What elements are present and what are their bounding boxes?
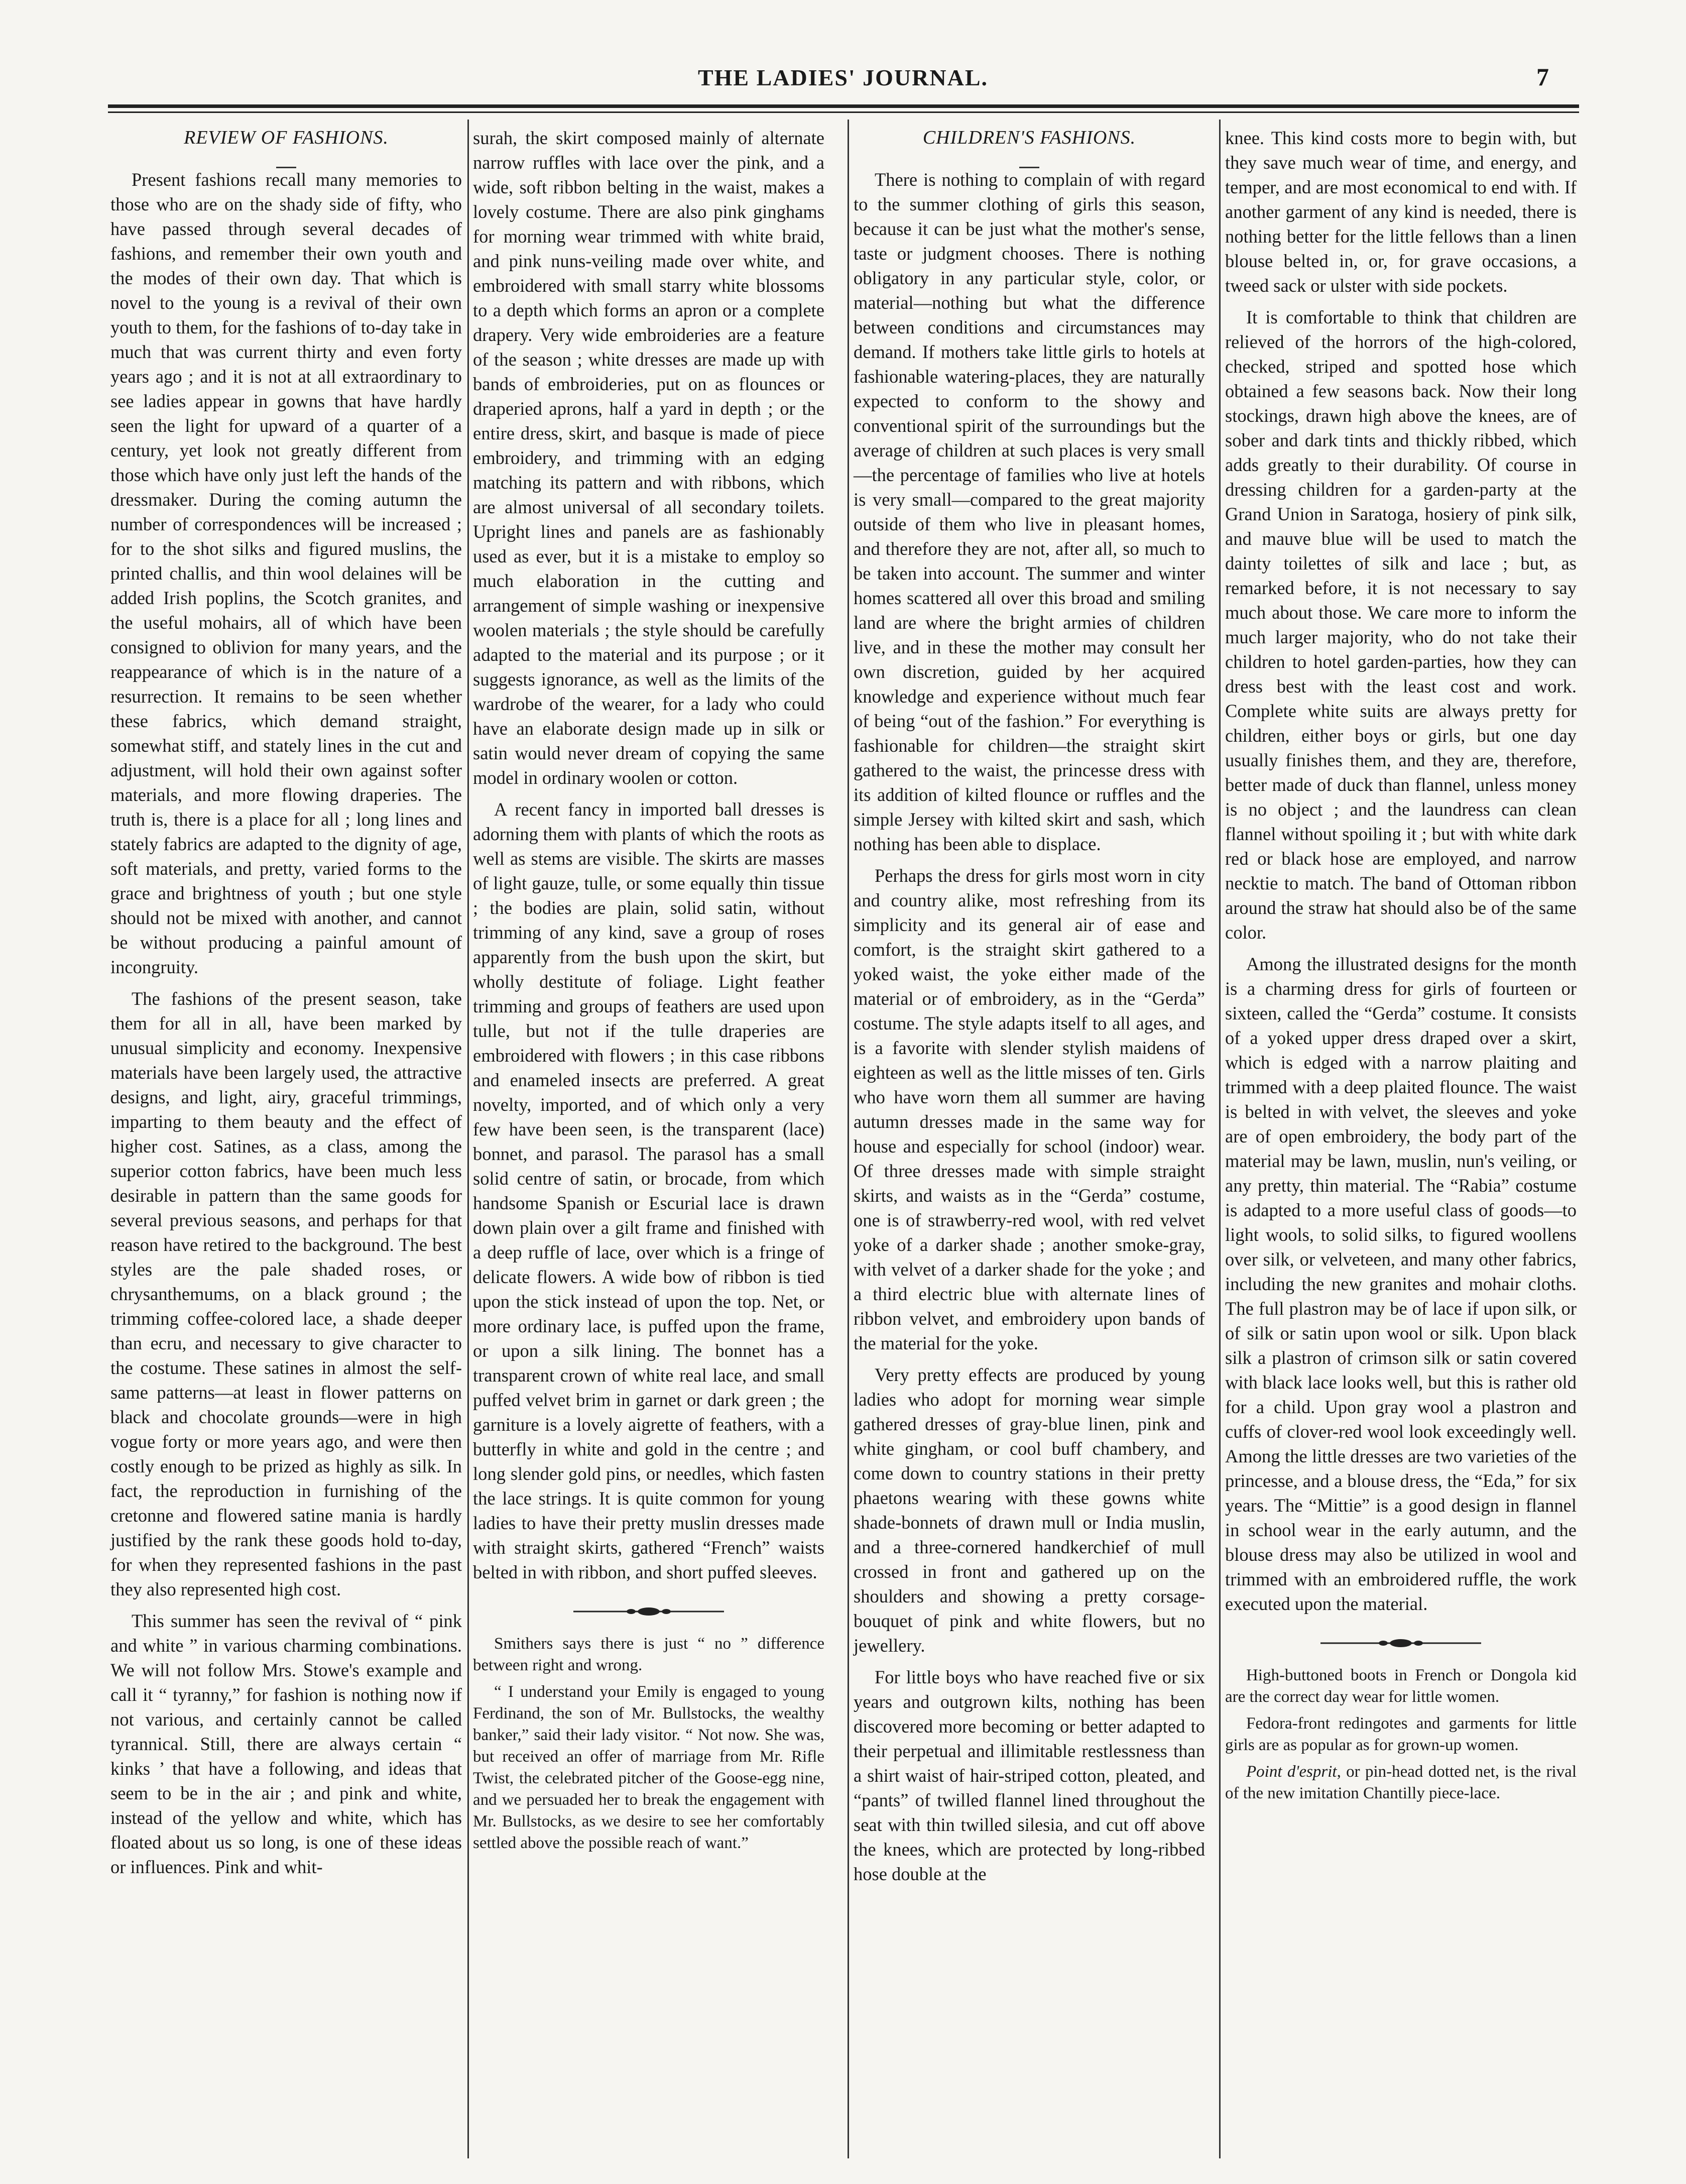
review-paragraph: surah, the skirt composed mainly of alternate narrow ruffles with lace over the pink, and a wide, soft ribbon belting in the waist, makes a lovely costume. There are also pink ginghams for morning wear trimmed with white braid, and pink nuns-veiling made over white, and embroidered with small starry white blossoms to a depth which forms an apron or a complete drapery. Very wide embroideries are a feature of the season ; white dresses are made up with bands of embroideries, put on as flounces or draperied aprons, half a yard in depth ; or the entire dress, skirt, and basque is made of piece embroidery, and trimming with an edging matching its pattern and with ribbons, which are almost universal of all secondary toilets. Upright lines and panels are as fashionably used as ever, but it is a mistake to employ so much elaboration in the cutting and arrangement of simple washing or inexpensive woolen materials ; the style should be carefully adapted to the material and its purpose ; or it suggests ignorance, as well as the limits of the wardrobe of the wearer, for a lady who could have an elaborate design made up in silk or satin would never dream of copying the same model in ordinary woolen or cotton. <box>473 128 824 788</box>
journal-title: THE LADIES' JOURNAL. <box>697 65 989 90</box>
column-divider <box>848 120 849 2158</box>
column-2 <box>473 126 824 1854</box>
anecdote-paragraph: Smithers says there is just “ no ” difference between right and wrong. <box>473 1635 824 1674</box>
ornament-divider <box>473 1597 824 1622</box>
review-paragraph: This summer has seen the revival of “ pink and white ” in various charming combinations. We will not follow Mrs. Stowe's example and call it “ tyranny,” for fashion is nothing now if not various, and certainly cannot be called tyrannical. Still, there are always certain “ kinks ’ that have a following, and ideas that seem to be in the air ; and pink and white, instead of the yellow and white, which has floated about us so long, is one of these ideas or influences. Pink and whit- <box>110 1611 462 1877</box>
children-paragraph: Perhaps the dress for girls most worn in city and country alike, most refreshing from its simplicity and its general air of ease and comfort, is the straight skirt gathered to a yoked waist, the yoke either made of the material or of embroidery, as in the “Gerda” costume. The style adapts itself to all ages, and is a favorite with slender stylish maidens of eighteen as well as the little misses of ten. Girls who have worn them all summer are having autumn dresses made in the same way for house and especially for school (indoor) wear. Of three dresses made with simple straight skirts, and waists as in the “Gerda” costume, one is of strawberry-red wool, with red velvet yoke of a darker shade ; another smoke-gray, with velvet of a darker shade for the yoke ; and a third electric blue with alternate lines of ribbon velvet, and embroidery upon bands of the material for the yoke. <box>854 865 1205 1353</box>
note-text: , or pin-head dotted net, is the rival of the new imitation Chantilly piece-lace. <box>1225 1763 1577 1802</box>
page-header <box>0 60 1686 110</box>
column-1 <box>110 126 462 1879</box>
note-emphasis: Point d'esprit <box>1246 1763 1337 1781</box>
header-rule-thin <box>108 111 1579 113</box>
header-rule-thick <box>108 104 1579 108</box>
ornament-divider <box>1225 1629 1577 1654</box>
column-divider <box>1219 120 1221 2158</box>
review-paragraph: A recent fancy in imported ball dresses is adorning them with plants of which the roots as well as stems are visible. The skirts are masses of light gauze, tulle, or some equally thin tissue ; the bodies are plain, solid satin, without trimming of any kind, save a group of roses apparently from the bush upon the skirt, but wholly destitute of foliage. Light feather trimming and groups of feathers are used upon tulle, but not if the tulle draperies are embroidered with flowers ; in this case ribbons and enameled insects are preferred. A great novelty, imported, and of which only a very few have been seen, is the transparent (lace) bonnet, and parasol. The parasol has a small solid centre of satin, or brocade, from which handsome Spanish or Escurial lace is drawn down plain over a gilt frame and finished with a deep ruffle of lace, over which is a fringe of delicate flowers. A wide bow of ribbon is tied upon the stick instead of upon the top. Net, or more ordinary lace, is puffed upon the frame, or upon a silk lining. The bonnet has a transparent crown of white real lace, and small puffed velvet brim in garnet or dark green ; the garniture is a lovely aigrette of feathers, with a butterfly in white and gold in the centre ; and long slender gold pins, or needles, which fasten the lace strings. It is quite common for young ladies to have their pretty muslin dresses made with straight skirts, gathered “French” waists belted in with ribbon, and short puffed sleeves. <box>473 799 824 1582</box>
children-paragraph: It is comfortable to think that children are relieved of the horrors of the high-colored, checked, striped and spotted hose which obtained a few seasons back. Now their long stockings, drawn high above the knees, are of sober and dark tints and thickly ribbed, which adds greatly to their durability. Of course in dressing children for a garden-party at the Grand Union in Saratoga, hosiery of pink silk, and mauve blue will be used to match the dainty toilettes of silk and lace ; but, as remarked before, it is not necessary to say much about those. We care more to inform the much larger majority, who do not take their children to hotel garden-parties, how they can dress best with the least cost and work. Complete white suits are always pretty for children, either boys or girls, but one day usually finishes them, and they are, therefore, better made of duck than flannel, unless money is no object ; and the laundress can clean flannel without spoiling it ; but with white dark red or black hose are employed, and narrow necktie to match. The band of Ottoman ribbon around the straw hat should also be of the same color. <box>1225 307 1577 943</box>
note-paragraph <box>1225 1761 1577 1804</box>
children-paragraph: There is nothing to complain of with regard to the summer clothing of girls this season, because it can be just what the mother's sense, taste or judgment chooses. There is nothing obligatory in any particular style, color, or material—nothing but what the difference between conditions and circumstances may demand. If mothers take little girls to hotels at fashionable watering-places, they are naturally expected to conform to the showy and conventional spirit of the surroundings but the average of children at such places is very small—the percentage of families who live at hotels is very small—compared to the great majority outside of them who live in pleasant homes, and therefore they are not, after all, so much to be taken into account. The summer and winter homes scattered all over this broad and smiling land are where the bright armies of children live, and in these the mother may consult her own discretion, guided by her acquired knowledge and experience without much fear of being “out of the fashion.” For everything is fashionable for children—the straight skirt gathered to the waist, the princesse dress with its addition of kilted flounce or ruffles and the simple Jersey with kilted skirt and sash, which nothing has been able to displace. <box>854 169 1205 854</box>
heading-dash <box>110 153 462 159</box>
children-paragraph: knee. This kind costs more to begin with, but they save much wear of time, and energy, and temper, and are most economical to end with. If another garment of any kind is needed, there is nothing better for the little fellows than a linen blouse belted in, or, for grave occasions, a tweed sack or ulster with side pockets. <box>1225 128 1577 296</box>
anecdote-paragraph: “ I understand your Emily is engaged to young Ferdinand, the son of Mr. Bullstocks, the wealthy banker,” said their lady visitor. “ Not now. She was, but received an offer of marriage from Mr. Rifle Twist, the celebrated pitcher of the Goose-egg nine, and we persuaded her to break the engagement with Mr. Bullstocks, as we desire to see her comfortably settled above the possible reach of want.” <box>473 1683 824 1852</box>
column-divider <box>467 120 469 2158</box>
review-paragraph: The fashions of the present season, take them for all in all, have been marked by unusual simplicity and economy. Inexpensive materials have been largely used, the attractive designs, and light, airy, graceful trimmings, imparting to them beauty and the effect of higher cost. Satines, as a class, among the superior cotton fabrics, have been much less desirable in pattern than the same goods for several previous seasons, and perhaps for that reason have retired to the background. The best styles are the pale shaded roses, or chrysanthemums, on a black ground ; the trimming coffee-colored lace, a shade deeper than ecru, and necessary to give character to the costume. These satines in almost the self-same patterns—at least in flower patterns on black and chocolate grounds—were in high vogue forty or more years ago, and were then costly enough to be prized as highly as silk. In fact, the reproduction in furnishing of the cretonne and flowered satine mania is hardly justified by the rank these goods hold to-day, for when they represented fashions in the past they also represented high cost. <box>110 988 462 1599</box>
page-number: 7 <box>1536 63 1549 91</box>
note-paragraph: High-buttoned boots in French or Dongola kid are the correct day wear for little women. <box>1225 1666 1577 1706</box>
children-heading: CHILDREN'S FASHIONS. <box>922 127 1136 148</box>
review-paragraph: Present fashions recall many memories to those who are on the shady side of fifty, who have passed through several decades of fashions, and remember their own youth and the modes of their own day. That which is novel to the young is a revival of their own youth to them, for the fashions of to-day take in much that was current thirty and even forty years ago ; and it is not at all extraordinary to see ladies appear in gowns that have hardly seen the light for upward of a quarter of a century, yet look not greatly different from those which have only just left the hands of the dressmaker. During the coming autumn the number of correspondences will be increased ; for to the shot silks and figured muslins, the printed challis, and thin wool delaines will be added Irish poplins, the Scotch granites, and the useful mohairs, all of which have been consigned to oblivion for many years, and the reappearance of which is in the nature of a resurrection. It remains to be seen whether these fabrics, which demand straight, somewhat stiff, and stately lines in the cut and adjustment, will hold their own against softer materials, and more flowing draperies. The truth is, there is a place for all ; long lines and stately fabrics are adapted to the dignity of age, soft materials, and pretty, varied forms to the grace and brightness of youth ; but one style should not be mixed with another, and cannot be without producing a painful amount of incongruity. <box>110 169 462 977</box>
children-paragraph: Among the illustrated designs for the month is a charming dress for girls of fourteen or sixteen, called the “Gerda” costume. It consists of a yoked upper dress draped over a skirt, which is edged with a narrow plaiting and trimmed with a deep plaited flounce. The waist is belted in with velvet, the sleeves and yoke are of open embroidery, the body part of the material may be lawn, muslin, nun's veiling, or any pretty, thin material. The “Rabia” costume is adapted to a more useful class of goods—to light wools, to solid silks, to figured woollens over silk, or velveteen, and many other fabrics, including the new granites and mohair cloths. The full plastron may be of lace if upon silk, or of silk or satin upon wool or silk. Upon black silk a plastron of crimson silk or satin covered with black lace looks well, but this is rather old for a child. Upon gray wool a plastron and cuffs of clover-red wool look exceedingly well. Among the little dresses are two varieties of the princesse, and a blouse dress, the “Eda,” for six years. The “Mittie” is a good design in flannel in school wear in the early autumn, and the blouse dress may also be utilized in wool and trimmed with an embroidered ruffle, the work executed upon the material. <box>1225 954 1577 1614</box>
children-paragraph: Very pretty effects are produced by young ladies who adopt for morning wear simple gathered dresses of gray-blue linen, pink and white gingham, or cool buff chambery, and come down to country stations in their pretty phaetons wearing with these gowns white shade-bonnets of drawn mull or India muslin, and a three-cornered handkerchief of mull crossed in front and gathered up on the shoulders and showing a pretty corsage-bouquet of pink and white flowers, but no jewellery. <box>854 1364 1205 1656</box>
column-4 <box>1225 126 1577 1804</box>
heading-dash <box>854 153 1205 159</box>
note-paragraph: Fedora-front redingotes and garments for little girls are as popular as for grown-up women. <box>1225 1714 1577 1754</box>
review-heading: REVIEW OF FASHIONS. <box>184 127 389 148</box>
children-paragraph: For little boys who have reached five or six years and outgrown kilts, nothing has been discovered more becoming or better adapted to their perpetual and illimitable restlessness than a shirt waist of hair-striped cotton, pleated, and “pants” of twilled flannel lined throughout the seat with thin twilled silesia, and cut off above the knees, which are protected by long-ribbed hose double at the <box>854 1667 1205 1884</box>
column-3 <box>854 126 1205 1886</box>
